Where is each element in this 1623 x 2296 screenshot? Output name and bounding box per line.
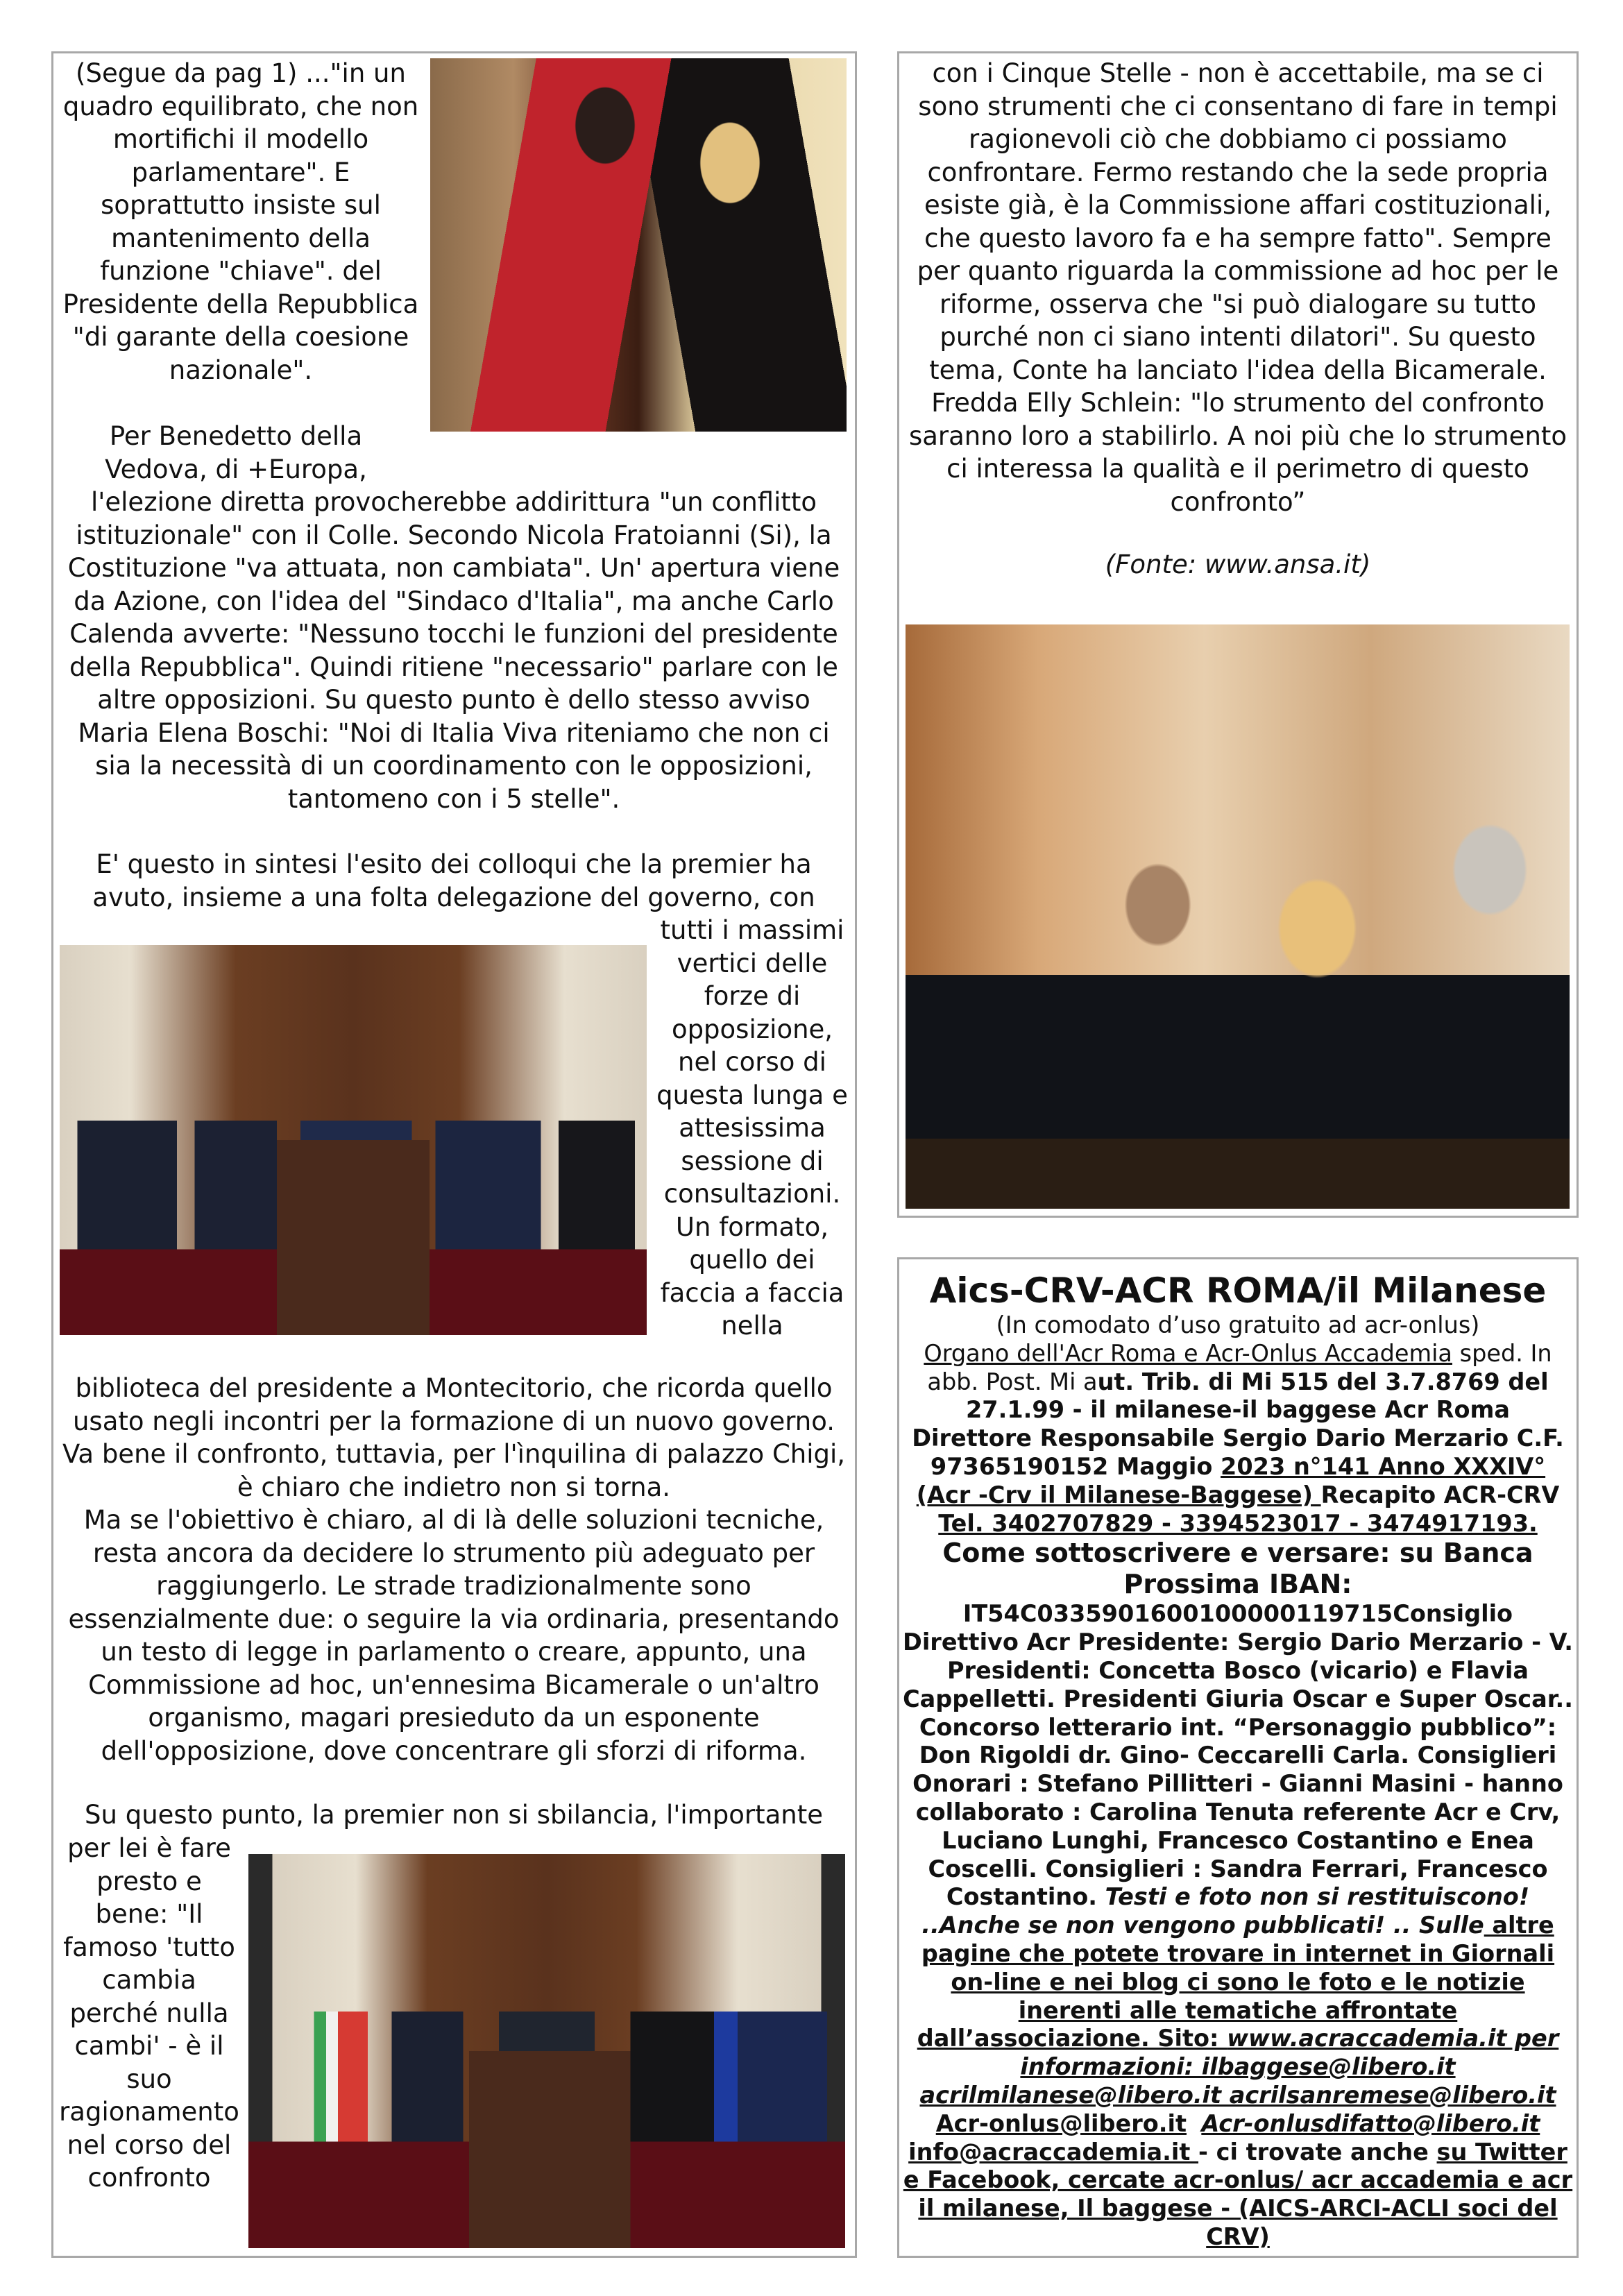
article-source: (Fonte: www.ansa.it) <box>1105 550 1371 579</box>
colophon-registration: ut. Trib. di Mi 515 del 3.7.8769 del 27.1.99 - il milanese-il baggese Acr Roma Direttore Responsabile Sergio Dario Merzario C.F. 97365190152 Maggio <box>912 1368 1564 1480</box>
article-paragraph-intro: (Segue da pag 1) ..."in un quadro equilibrato, che non mortifichi il modello parlamentare". E soprattutto insiste sul mantenimento della funzione "chiave". del Presidente della Repubblica "di garante della coesione nazionale". <box>62 58 419 385</box>
photo-caption <box>430 416 847 427</box>
colophon-email-acr-onlus[interactable]: Acr-onlus@libero.it <box>935 2109 1187 2137</box>
colophon-recapito: Recapito ACR-CRV <box>1320 1481 1560 1508</box>
article-paragraph-della-vedova: l'elezione diretta provocherebbe addirittura "un conflitto istituzionale" con il Colle. Secondo Nicola Fratoianni (Si), la Costituzione "va attuata, non cambiata". Un' apertura viene da Azione, con l'idea del "Sindaco d'Italia", ma anche Carlo Calenda avverte: "Nessuno tocchi le funzioni del presidente della Repubblica". Quindi ritiene "necessario" parlare con le altre opposizioni. Su questo punto è dello stesso avviso Maria Elena Boschi: "Noi di Italia Viva riteniamo che non ci sia la necessità di un coordinamento con le opposizioni, tantomeno con i 5 stelle". <box>67 487 840 814</box>
colophon-social-links[interactable]: su Twitter e Facebook, cercate acr-onlus/ acr accademia e acr il milanese, Il baggese - (AICS-ARCI-ACLI soci del CRV) <box>903 2138 1573 2250</box>
colophon-phone-numbers[interactable]: Tel. 3402707829 - 3394523017 - 3474917193. <box>938 1509 1538 1537</box>
colophon-subtitle: (In comodato d’uso gratuito ad acr-onlus) <box>996 1311 1480 1338</box>
colophon-disclaimer: Testi e foto non si restituiscono! ..Anche se non vengono pubblicati! .. Sulle <box>921 1883 1530 1939</box>
photo-meloni-meeting-table <box>906 624 1570 1209</box>
colophon-issue: 2023 n°141 Anno XXXIV° (Acr -Crv il Milanese-Baggese) <box>916 1452 1546 1508</box>
colophon-site-link[interactable]: www.acraccademia.it per informazioni: ilbaggese@libero.it acrilmilanese@libero.it acrilsanremese@libero.it <box>919 2025 1559 2109</box>
colophon-email-difatto[interactable]: Acr-onlusdifatto@libero.it <box>1201 2109 1540 2137</box>
article-paragraph-obiettivo: Ma se l'obiettivo è chiaro, al di là delle soluzioni tecniche, resta ancora da decidere lo strumento più adeguato per raggiungerlo. Le strade tradizionalmente sono essenzialmente due: o seguire la via ordinaria, presentando un testo di legge in parlamento o creare, appunto, una Commissione ad hoc, un'ennesima Bicamerale o un'altro organismo, magari presieduto da un esponente dell'opposizione, dove concentrare gli sforzi di riforma. <box>68 1505 840 1766</box>
colophon-altre-pagine: altre pagine che potete trovare in internet in Giornali on-line e nei blog ci sono le foto e le notizie inerenti alle tematiche affrontate dall’associazione. Sito: <box>917 1912 1555 2052</box>
article-paragraph-side-photo4: per lei è fare presto e bene: "Il famoso 'tutto cambia perché nulla cambi' - è il suo ragionamento nel corso del confronto <box>59 1833 239 2193</box>
photo-caption <box>60 1320 647 1331</box>
colophon-iban-board: IT54C0335901600100000119715Consiglio Direttivo Acr Presidente: Sergio Dario Merzario - V. Presidenti: Concetta Bosco (vicario) e Flavia Cappelletti. Presidenti Giuria Oscar e Super Oscar.. Concorso letterario int. “Personaggio pubblico”: Don Rigoldi dr. Gino- Ceccarelli Carla. Consiglieri Onorari : Stefano Pillitteri - Gianni Masini - hanno collaborato : Carolina Tenuta referente Acr e Crv, Luciano Lunghi, Francesco Costantino e Enea Coscelli. Consiglieri : Sandra Ferrari, Francesco Costantino. <box>903 1600 1573 1911</box>
colophon-subscribe-heading: Come sottoscrivere e versare: su Banca Prossima IBAN: <box>942 1538 1533 1600</box>
photo-caption <box>906 1193 1570 1205</box>
article-paragraph-continuation: con i Cinque Stelle - non è accettabile, ma se ci sono strumenti che ci consentano di fare in tempi ragionevoli ciò che dobbiamo ci possiamo confrontare. Fermo restando che la sede propria esiste già, è la Commissione affari costituzionali, che questo lavoro fa e ha sempre fatto". Sempre per quanto riguarda la commissione ad hoc per le riforme, osserva che "si può dialogare su tutto purché non ci siano intenti dilatori". Su questo tema, Conte ha lanciato l'idea della Bicamerale. Fredda Elly Schlein: "lo strumento del confronto saranno loro a stabilirlo. A noi più che lo strumento ci interessa la qualità e il perimetro di questo confronto” <box>908 58 1567 517</box>
photo-opposition-press-conference <box>60 945 647 1335</box>
photo-schlein-meloni-handshake <box>430 58 847 432</box>
photo-calenda-press-conference <box>248 1854 845 2248</box>
article-paragraph-esito: E' questo in sintesi l'esito dei colloqui che la premier ha avuto, insieme a una folta delegazione del governo, con <box>92 849 815 912</box>
colophon <box>902 1270 1574 2252</box>
colophon-title: Aics-CRV-ACR ROMA/il Milanese <box>929 1270 1547 1311</box>
article-paragraph-della-vedova-start: Per Benedetto della Vedova, di +Europa, <box>105 421 367 484</box>
colophon-social-text: - ci trovate anche <box>1198 2138 1437 2166</box>
colophon-email-info[interactable]: info@acraccademia.it <box>908 2138 1199 2166</box>
photo-caption <box>248 2233 845 2244</box>
article-paragraph-biblioteca: biblioteca del presidente a Montecitorio, che ricorda quello usato negli incontri per la formazione di un nuovo governo. Va bene il confronto, tuttavia, per l'ìnquilina di palazzo Chigi, è chiaro che indietro non si torna. <box>62 1373 846 1502</box>
article-paragraph-su-questo: Su questo punto, la premier non si sbilancia, l'importante <box>85 1800 823 1830</box>
colophon-sped: sped. In abb. Post. Mi a <box>927 1339 1552 1395</box>
colophon-organo: Organo dell'Acr Roma e Acr-Onlus Accademia <box>924 1339 1452 1367</box>
article-paragraph-side-photo2: tutti i massimi vertici delle forze di opposizione, nel corso di questa lunga e attesissima sessione di consultazioni. Un formato, quello dei faccia a faccia nella <box>656 915 848 1341</box>
